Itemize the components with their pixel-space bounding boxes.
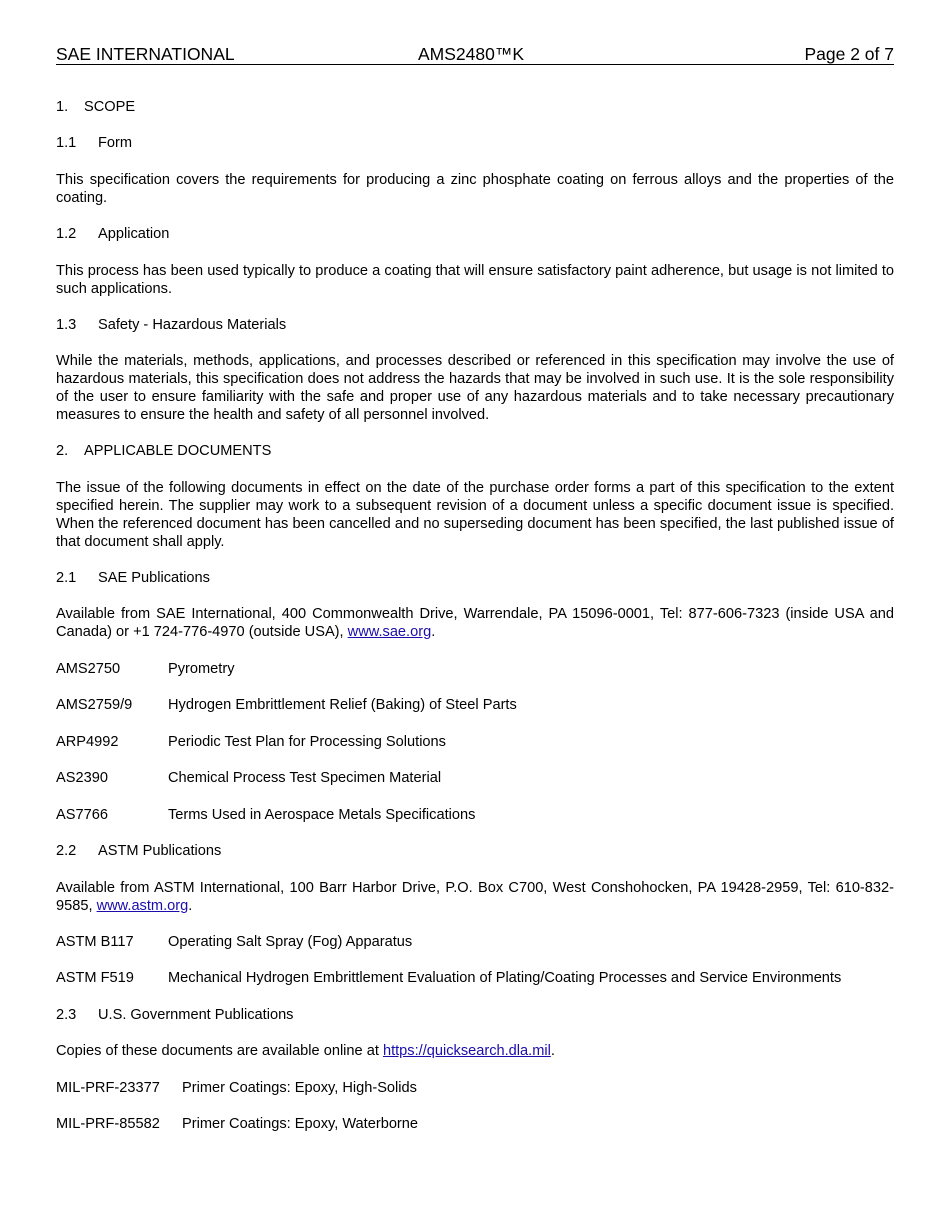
reference-code: MIL-PRF-23377	[56, 1080, 160, 1096]
section-1-2-body: This process has been used typically to produce a coating that will ensure satisfactory paint adherence, but usage is not limited to such applications.	[56, 263, 894, 297]
reference-code: ASTM B117	[56, 934, 134, 950]
reference-row	[56, 933, 412, 951]
header-doc-number: AMS2480™K	[418, 44, 525, 64]
reference-title: Terms Used in Aerospace Metals Specifications	[168, 807, 476, 823]
reference-row	[56, 1079, 417, 1097]
reference-title: Periodic Test Plan for Processing Solutions	[168, 734, 446, 750]
section-2-1-body: Available from SAE International, 400 Commonwealth Drive, Warrendale, PA 15096-0001, Tel: 877-606-7323 (inside USA and Canada) or +1 724-776-4970 (outside USA), www.sae.org.	[56, 606, 894, 640]
section-2-heading: 2. APPLICABLE DOCUMENTS	[56, 443, 272, 459]
reference-code: AS2390	[56, 770, 108, 786]
reference-row	[56, 769, 441, 787]
reference-code: AMS2750	[56, 661, 121, 677]
reference-title: Primer Coatings: Epoxy, High-Solids	[182, 1080, 417, 1096]
reference-row	[56, 660, 235, 678]
section-1-2-heading: 1.2 Application	[56, 226, 170, 242]
section-2-3-heading: 2.3 U.S. Government Publications	[56, 1007, 294, 1023]
page-header	[56, 44, 894, 65]
astm-website-link[interactable]: www.astm.org	[96, 898, 189, 914]
reference-title: Operating Salt Spray (Fog) Apparatus	[168, 934, 413, 950]
reference-title: Mechanical Hydrogen Embrittlement Evaluation of Plating/Coating Processes and Service Environments	[168, 970, 842, 986]
section-1-3-body: While the materials, methods, applications, and processes described or referenced in this specification may involve the use of hazardous materials, this specification does not address the hazards that may be involved in such use. It is the sole responsibility of the user to ensure familiarity with the safe and proper use of any hazardous materials and to take necessary precautionary measures to ensure the health and safety of all personnel involved.	[56, 353, 894, 423]
section-2-1-heading: 2.1 SAE Publications	[56, 570, 210, 586]
header-publisher: SAE INTERNATIONAL	[56, 44, 235, 64]
reference-row	[56, 696, 517, 714]
reference-code: AS7766	[56, 807, 108, 823]
section-1-3-heading: 1.3 Safety - Hazardous Materials	[56, 317, 287, 333]
section-2-2-body: Available from ASTM International, 100 Barr Harbor Drive, P.O. Box C700, West Conshohocken, PA 19428-2959, Tel: 610-832-9585, www.astm.org.	[56, 880, 894, 914]
reference-title: Hydrogen Embrittlement Relief (Baking) of Steel Parts	[168, 697, 517, 713]
section-2-body: The issue of the following documents in effect on the date of the purchase order forms a part of this specification to the extent specified herein. The supplier may work to a subsequent revision of a document unless a specific document issue is specified. When the referenced document has been cancelled and no superseding document has been specified, the last published issue of that document shall apply.	[56, 480, 894, 550]
reference-title: Chemical Process Test Specimen Material	[168, 770, 442, 786]
section-2-2-heading: 2.2 ASTM Publications	[56, 843, 222, 859]
reference-title: Primer Coatings: Epoxy, Waterborne	[182, 1116, 419, 1132]
sae-website-link[interactable]: www.sae.org	[347, 624, 432, 640]
reference-code: MIL-PRF-85582	[56, 1116, 160, 1132]
reference-title: Pyrometry	[168, 661, 235, 677]
reference-row	[56, 733, 446, 751]
section-1-1-heading: 1.1 Form	[56, 135, 133, 151]
section-2-3-body: Copies of these documents are available online at https://quicksearch.dla.mil.	[56, 1043, 555, 1059]
reference-row	[56, 806, 475, 824]
section-1-heading: 1. SCOPE	[56, 99, 136, 115]
dla-quicksearch-link[interactable]: https://quicksearch.dla.mil	[382, 1043, 551, 1059]
reference-row	[56, 969, 841, 987]
reference-code: ASTM F519	[56, 970, 134, 986]
reference-code: AMS2759/9	[56, 697, 133, 713]
reference-code: ARP4992	[56, 734, 119, 750]
header-page-number: Page 2 of 7	[804, 44, 894, 64]
section-1-1-body: This specification covers the requirements for producing a zinc phosphate coating on ferrous alloys and the properties of the coating.	[56, 172, 894, 206]
reference-row	[56, 1115, 418, 1133]
